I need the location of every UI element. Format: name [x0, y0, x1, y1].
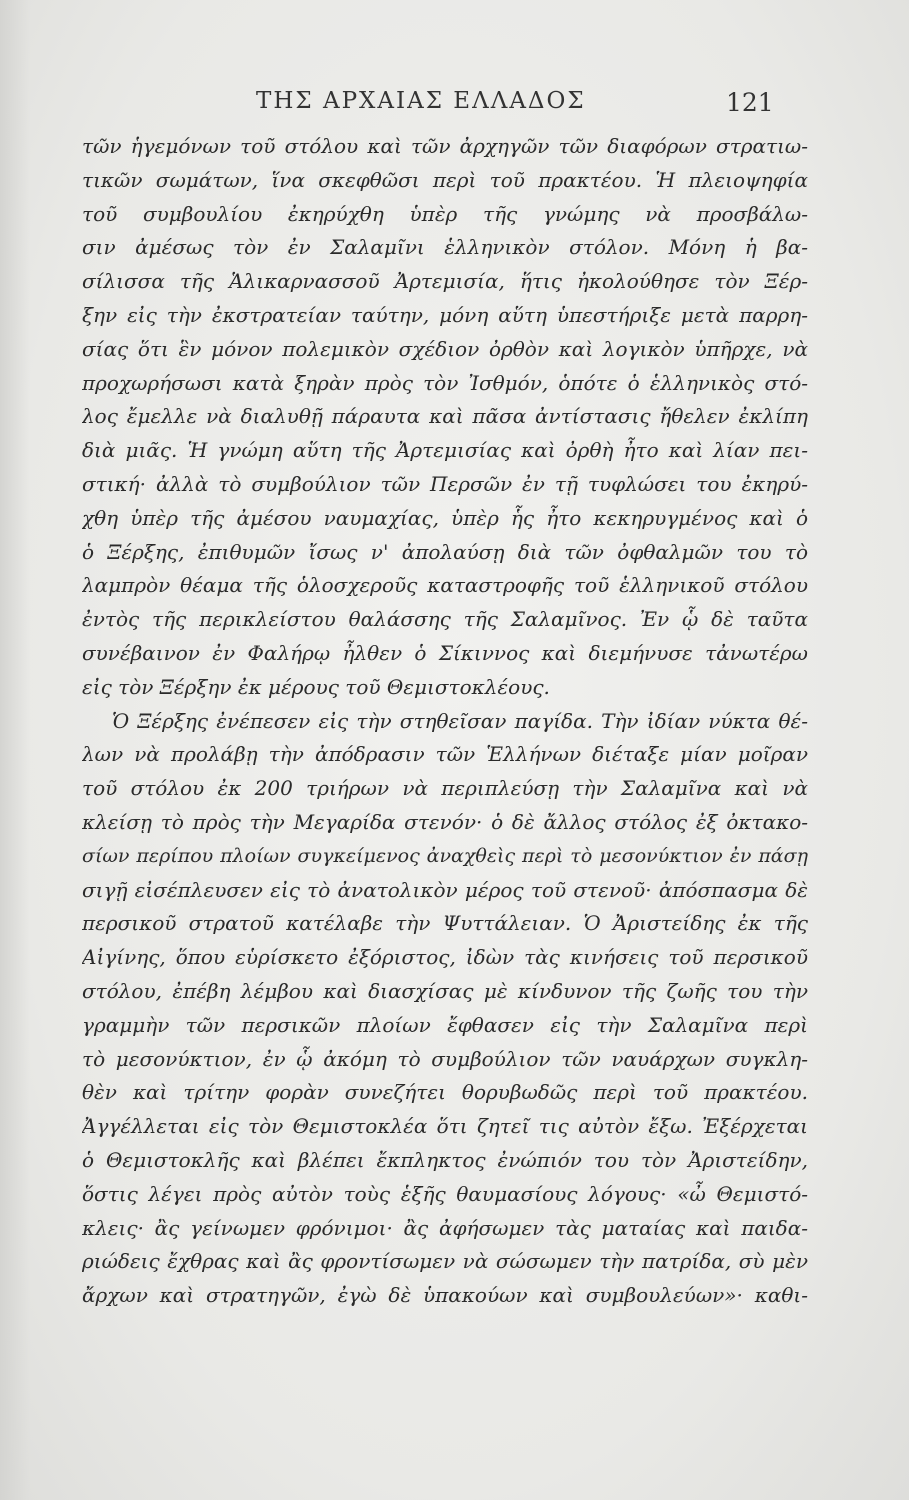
text-line: τοῦ στόλου ἐκ 200 τριήρων νὰ περιπλεύσῃ τὴν Σαλαμῖνα καὶ νὰ	[82, 776, 808, 801]
text-line: τὸ μεσονύκτιον, ἐν ᾧ ἀκόμη τὸ συμβούλιον τῶν ναυάρχων συγκλη-	[82, 1046, 808, 1071]
text-line: ριώδεις ἔχθρας καὶ ἂς φροντίσωμεν νὰ σώσωμεν τὴν πατρίδα, σὺ μὲν	[82, 1249, 808, 1274]
text-line: Ὁ Ξέρξης ἐνέπεσεν εἰς τὴν στηθεῖσαν παγίδα. Τὴν ἰδίαν νύκτα θέ-	[112, 708, 808, 733]
text-line: προχωρήσωσι κατὰ ξηρὰν πρὸς τὸν Ἰσθμόν, ὁπότε ὁ ἑλληνικὸς στό-	[82, 370, 808, 395]
text-line: σίων περίπου πλοίων συγκείμενος ἀναχθεὶς περὶ τὸ μεσονύκτιον ἐν πάσῃ	[82, 844, 808, 867]
text-line: συνέβαινον ἐν Φαλήρῳ ἦλθεν ὁ Σίκιννος καὶ διεμήνυσε τἀνωτέρω	[82, 640, 808, 665]
text-line: τικῶν σωμάτων, ἵνα σκεφθῶσι περὶ τοῦ πρακτέου. Ἡ πλειοψηφία	[82, 167, 808, 192]
text-line: γραμμὴν τῶν περσικῶν πλοίων ἔφθασεν εἰς τὴν Σαλαμῖνα περὶ	[82, 1012, 808, 1037]
text-line: λων νὰ προλάβῃ τὴν ἀπόδρασιν τῶν Ἑλλήνων διέταξε μίαν μοῖραν	[82, 742, 808, 767]
body-text	[82, 130, 808, 1313]
text-line: ξην εἰς τὴν ἐκστρατείαν ταύτην, μόνη αὕτη ὑπεστήριξε μετὰ παρρη-	[82, 302, 808, 327]
text-line: τοῦ συμβουλίου ἐκηρύχθη ὑπὲρ τῆς γνώμης νὰ προσβάλω-	[82, 201, 808, 226]
text-line: σιν ἀμέσως τὸν ἐν Σαλαμῖνι ἑλληνικὸν στόλον. Μόνη ἡ βα-	[82, 235, 808, 260]
text-line: τῶν ἡγεμόνων τοῦ στόλου καὶ τῶν ἀρχηγῶν τῶν διαφόρων στρατιω-	[82, 134, 808, 158]
paragraph	[82, 705, 808, 1313]
text-line: κλεις· ἂς γείνωμεν φρόνιμοι· ἂς ἀφήσωμεν τὰς ματαίας καὶ παιδα-	[82, 1215, 808, 1240]
text-line: στόλου, ἐπέβη λέμβου καὶ διασχίσας μὲ κίνδυνον τῆς ζωῆς του τὴν	[82, 978, 808, 1003]
text-line: σίλισσα τῆς Ἁλικαρνασσοῦ Ἀρτεμισία, ἥτις ἠκολούθησε τὸν Ξέρ-	[82, 269, 808, 294]
text-line: λαμπρὸν θέαμα τῆς ὁλοσχεροῦς καταστροφῆς τοῦ ἑλληνικοῦ στόλου	[82, 573, 808, 598]
text-line: ὁ Θεμιστοκλῆς καὶ βλέπει ἔκπληκτος ἐνώπιόν του τὸν Ἀριστείδην,	[82, 1147, 808, 1172]
text-line: περσικοῦ στρατοῦ κατέλαβε τὴν Ψυττάλειαν. Ὁ Ἀριστείδης ἐκ τῆς	[82, 911, 808, 936]
running-head	[0, 88, 909, 124]
text-line: θὲν καὶ τρίτην φορὰν συνεζήτει θορυβωδῶς περὶ τοῦ πρακτέου.	[82, 1080, 808, 1105]
page-number: 121	[726, 88, 774, 117]
text-line: λος ἔμελλε νὰ διαλυθῇ πάραυτα καὶ πᾶσα ἀντίστασις ἤθελεν ἐκλίπη	[82, 404, 808, 429]
paragraph	[82, 130, 808, 705]
text-line: χθη ὑπὲρ τῆς ἀμέσου ναυμαχίας, ὑπὲρ ἧς ἦτο κεκηρυγμένος καὶ ὁ	[82, 505, 808, 530]
text-line: διὰ μιᾶς. Ἡ γνώμη αὕτη τῆς Ἀρτεμισίας καὶ ὀρθὴ ἦτο καὶ λίαν πει-	[82, 438, 808, 463]
text-line: ἄρχων καὶ στρατηγῶν, ἐγὼ δὲ ὑπακούων καὶ συμβουλεύων»· καθι-	[82, 1283, 808, 1308]
text-line: ὁ Ξέρξης, ἐπιθυμῶν ἴσως ν' ἀπολαύσῃ διὰ τῶν ὀφθαλμῶν του τὸ	[82, 539, 808, 564]
running-title: ΤΗΣ ΑΡΧΑΙΑΣ ΕΛΛΑΔΟΣ	[256, 88, 586, 114]
text-line: ὅστις λέγει πρὸς αὐτὸν τοὺς ἑξῆς θαυμασίους λόγους· «ὦ Θεμιστό-	[82, 1181, 808, 1206]
text-line: Αἰγίνης, ὅπου εὑρίσκετο ἐξόριστος, ἰδὼν τὰς κινήσεις τοῦ περσικοῦ	[82, 945, 808, 970]
text-line: ἐντὸς τῆς περικλείστου θαλάσσης τῆς Σαλαμῖνος. Ἐν ᾧ δὲ ταῦτα	[82, 607, 808, 632]
text-line: σιγῇ εἰσέπλευσεν εἰς τὸ ἀνατολικὸν μέρος τοῦ στενοῦ· ἀπόσπασμα δὲ	[82, 877, 808, 902]
text-line: εἰς τὸν Ξέρξην ἐκ μέρους τοῦ Θεμιστοκλέους.	[82, 674, 550, 699]
spine-shadow	[0, 0, 30, 1500]
text-line: Ἀγγέλλεται εἰς τὸν Θεμιστοκλέα ὅτι ζητεῖ τις αὐτὸν ἔξω. Ἐξέρχεται	[82, 1114, 808, 1139]
text-line: στική· ἀλλὰ τὸ συμβούλιον τῶν Περσῶν ἐν τῇ τυφλώσει του ἐκηρύ-	[82, 471, 808, 496]
text-line: κλείσῃ τὸ πρὸς τὴν Μεγαρίδα στενόν· ὁ δὲ ἄλλος στόλος ἐξ ὀκτακο-	[82, 809, 808, 834]
text-line: σίας ὅτι ἓν μόνον πολεμικὸν σχέδιον ὀρθὸν καὶ λογικὸν ὑπῆρχε, νὰ	[82, 336, 808, 361]
